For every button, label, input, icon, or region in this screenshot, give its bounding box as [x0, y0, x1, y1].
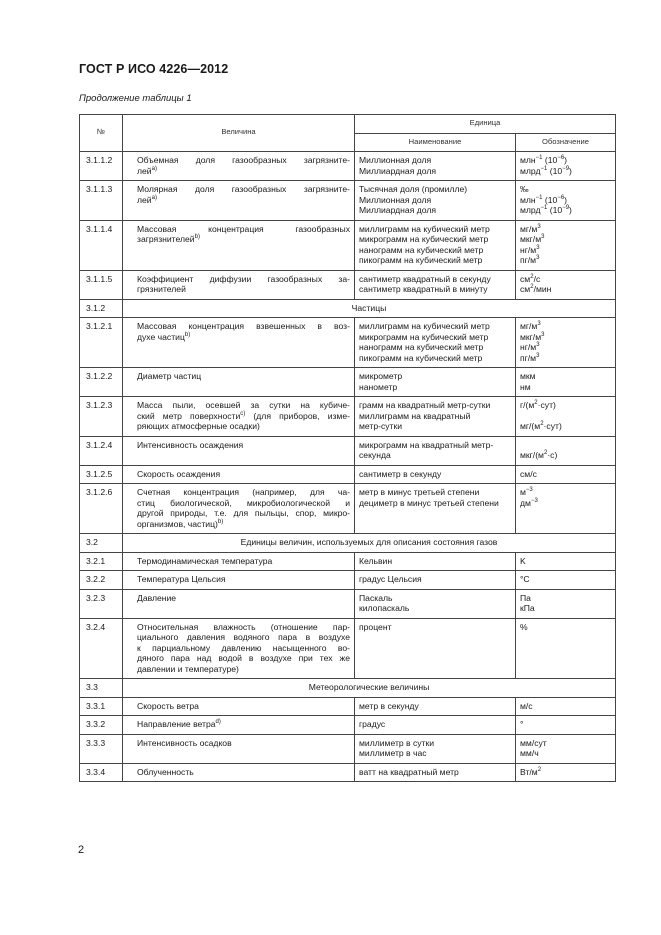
section-title: Единицы величин, используемых для описания состояния газов [123, 534, 616, 553]
unit-name: Паскаль [359, 592, 393, 603]
unit-symbol-cell [516, 571, 616, 590]
quantity-cell [123, 734, 355, 763]
unit-name: процент [359, 621, 392, 632]
unit-name: сантиметр квадратный в секунду [359, 273, 491, 284]
table-row [80, 368, 616, 397]
unit-symbol: кПа [520, 603, 535, 613]
quantity-text: загрязнителей$^{b)}$ [137, 234, 200, 244]
unit-symbol: $нг/м^3$ [520, 244, 540, 255]
unit-name: метр в секунду [359, 700, 419, 711]
unit-name: пикограмм на кубический метр [359, 352, 483, 363]
row-number: 3.1.2.5 [80, 465, 123, 484]
header-number: № [80, 115, 123, 152]
unit-name: ватт на квадратный метр [359, 766, 459, 777]
table-row [80, 436, 616, 465]
unit-symbol: мкг/$(м^2\cdot с)$ [520, 450, 558, 460]
unit-symbol: $мг/(м^2\cdot сут)$ [520, 421, 562, 431]
table-row [80, 318, 616, 368]
table-row [80, 181, 616, 221]
quantity-text: Скорость осаждения [137, 468, 221, 479]
unit-symbol: мкм [520, 371, 536, 381]
unit-symbol: мкг/$м^3$ [520, 331, 545, 342]
quantity-text: Скорость ветра [137, 700, 199, 711]
unit-name: пикограмм на кубический метр [359, 255, 483, 265]
quantity-cell [123, 618, 355, 679]
unit-name-cell [355, 571, 516, 590]
unit-name-cell [355, 152, 516, 181]
unit-symbol-cell [516, 763, 616, 782]
unit-symbol-cell [516, 270, 616, 299]
unit-symbol: % [520, 621, 528, 632]
table-row [80, 270, 616, 299]
unit-symbol: $нг/м^3$ [520, 342, 540, 352]
unit-name-cell [355, 465, 516, 484]
unit-name: микрометр [359, 371, 403, 381]
table-body [80, 152, 616, 782]
unit-name: градус Цельсия [359, 574, 422, 584]
unit-name-cell [355, 220, 516, 270]
unit-name: миллиметр в час [359, 748, 427, 758]
unit-name: секунда [359, 450, 391, 460]
row-number: 3.1.1.2 [80, 152, 123, 181]
table-row [80, 734, 616, 763]
unit-name: Кельвин [359, 555, 393, 566]
quantity-cell [123, 465, 355, 484]
unit-name-cell [355, 368, 516, 397]
quantity-cell [123, 152, 355, 181]
unit-symbol-cell [516, 697, 616, 716]
unit-symbol: $г/(м^2\cdot сут)$ [520, 400, 556, 410]
row-number: 3.3 [80, 679, 123, 698]
quantity-text: организмов, частиц)$^{b)}$ [137, 518, 224, 529]
quantity-cell [123, 716, 355, 735]
unit-name: микрограмм на квадратный метр- [359, 439, 494, 450]
page-number: 2 [78, 844, 85, 856]
quantity-text: Относительная влажность (отношение пар- [137, 621, 350, 632]
unit-symbol: млн$^{-1}$ $(10^{-6})$ [520, 155, 568, 165]
unit-symbol-cell [516, 318, 616, 368]
quantity-cell [123, 368, 355, 397]
quantity-text: Давление [137, 592, 177, 603]
unit-symbol: $см^2/с$ [520, 273, 541, 284]
quantity-text: Массовая концентрация газообразных [137, 223, 350, 234]
quantity-cell [123, 181, 355, 221]
row-number: 3.3.1 [80, 697, 123, 716]
quantity-text: Массовая концентрация взвешенных в воз- [137, 321, 350, 331]
row-number: 3.2.3 [80, 589, 123, 618]
quantity-cell [123, 763, 355, 782]
unit-name: грамм на квадратный метр-сутки [359, 400, 491, 410]
quantity-text: к парциальному давлению насыщенного во- [137, 642, 350, 653]
quantity-text: духе частиц$^{b)}$ [137, 331, 191, 342]
table-section-row [80, 534, 616, 553]
unit-symbol-cell [516, 589, 616, 618]
quantity-text: Направление ветра$^{d)}$ [137, 719, 221, 729]
table-row [80, 152, 616, 181]
quantity-text: Молярная доля газообразных загрязните- [137, 184, 350, 194]
unit-symbol-cell [516, 716, 616, 735]
quantity-text: Счетная концентрация (например, для ча- [137, 487, 350, 497]
unit-symbol-cell [516, 734, 616, 763]
unit-symbol: м/с [520, 700, 533, 711]
quantity-cell [123, 270, 355, 299]
unit-name: Миллионная доля [359, 194, 432, 205]
unit-name: метр-сутки [359, 421, 403, 431]
quantity-text: Температура Цельсия [137, 574, 226, 584]
row-number: 3.2 [80, 534, 123, 553]
header-unit-name: Наименование [355, 133, 516, 152]
unit-symbol: $пг/м^3$ [520, 352, 540, 363]
quantity-cell [123, 697, 355, 716]
row-number: 3.1.2.1 [80, 318, 123, 368]
quantity-cell [123, 397, 355, 437]
unit-symbol: ° [520, 719, 524, 729]
table-row [80, 484, 616, 534]
unit-symbol: $пг/м^3$ [520, 255, 540, 265]
unit-name: Миллионная доля [359, 155, 432, 165]
unit-symbol-cell [516, 436, 616, 465]
unit-symbol: млн$^{-1}$ $(10^{-6})$ [520, 194, 568, 205]
unit-name: нанометр [359, 381, 398, 392]
unit-name-cell [355, 484, 516, 534]
quantity-text: Коэффициент диффузии газообразных за- [137, 273, 350, 284]
header-unit: Единица [355, 115, 616, 134]
unit-symbol: Па [520, 592, 531, 603]
unit-name: метр в минус третьей степени [359, 487, 480, 497]
quantity-text: ряющих атмосферные осадки) [137, 421, 260, 431]
header-quantity: Величина [123, 115, 355, 152]
quantity-text: Интенсивность осадков [137, 737, 232, 748]
table-continuation-caption: Продолжение таблицы 1 [79, 93, 192, 104]
quantity-cell [123, 318, 355, 368]
unit-name-cell [355, 270, 516, 299]
unit-name: микрограмм на кубический метр [359, 331, 489, 342]
unit-symbol: нм [520, 381, 531, 392]
row-number: 3.1.2.2 [80, 368, 123, 397]
quantity-text: ский метр поверхности$^{c)}$ (для приборов, изме- [137, 410, 350, 421]
unit-symbol-cell [516, 152, 616, 181]
quantity-text: другой природы, т.е. для пыльцы, спор, микро- [137, 508, 350, 518]
quantity-text: Диаметр частиц [137, 371, 202, 381]
unit-name: нанограмм на кубический метр [359, 342, 484, 352]
quantity-text: давлении и температуре) [137, 663, 239, 674]
unit-symbol [520, 411, 611, 422]
unit-symbol: $Вт/м^2$ [520, 766, 542, 777]
section-title: Частицы [123, 299, 616, 318]
quantity-cell [123, 589, 355, 618]
unit-name: миллиграмм на квадратный [359, 410, 471, 421]
unit-name: миллиграмм на кубический метр [359, 223, 490, 234]
quantity-text: Объемная доля газообразных загрязните- [137, 155, 350, 165]
row-number: 3.3.2 [80, 716, 123, 735]
table-row [80, 552, 616, 571]
unit-symbol: $дм^{-3}$ [520, 497, 538, 508]
row-number: 3.1.2 [80, 299, 123, 318]
unit-name: Миллиардная доля [359, 165, 437, 176]
unit-name-cell [355, 397, 516, 437]
unit-name-cell [355, 552, 516, 571]
quantity-text: Интенсивность осаждения [137, 439, 244, 450]
unit-symbol: °C [520, 574, 530, 584]
unit-symbol: мкг/$м^3$ [520, 234, 545, 244]
unit-symbol-cell [516, 220, 616, 270]
unit-name: микрограмм на кубический метр [359, 234, 489, 244]
table-row [80, 716, 616, 735]
unit-name-cell [355, 589, 516, 618]
quantity-cell [123, 571, 355, 590]
row-number: 3.2.1 [80, 552, 123, 571]
unit-name: Тысячная доля (промилле) [359, 184, 468, 194]
quantity-text: стиц биологической, микробиологической и [137, 497, 350, 508]
document-title: ГОСТ Р ИСО 4226—2012 [79, 62, 229, 76]
row-number: 3.1.2.3 [80, 397, 123, 437]
table-row [80, 465, 616, 484]
unit-symbol: млрд$^{-1}$ $(10^{-9})$ [520, 205, 572, 215]
unit-symbol-cell [516, 484, 616, 534]
quantity-text: лей$^{a)}$ [137, 194, 157, 205]
unit-name-cell [355, 436, 516, 465]
table-row [80, 220, 616, 270]
row-number: 3.3.3 [80, 734, 123, 763]
row-number: 3.1.1.3 [80, 181, 123, 221]
table-row [80, 763, 616, 782]
quantity-text: Облученность [137, 766, 194, 777]
unit-name: сантиметр квадратный в минуту [359, 284, 488, 294]
row-number: 3.1.1.4 [80, 220, 123, 270]
unit-symbol-cell [516, 397, 616, 437]
unit-symbol: см/с [520, 468, 537, 479]
table-row [80, 571, 616, 590]
unit-symbol-cell [516, 552, 616, 571]
quantity-cell [123, 220, 355, 270]
unit-name-cell [355, 716, 516, 735]
unit-name-cell [355, 618, 516, 679]
unit-name-cell [355, 763, 516, 782]
row-number: 3.1.2.4 [80, 436, 123, 465]
quantity-text: Масса пыли, осевшей за сутки на кубиче- [137, 400, 350, 410]
units-table [79, 114, 616, 782]
row-number: 3.1.2.6 [80, 484, 123, 534]
quantity-text: грязнителей [137, 284, 186, 294]
quantity-text: циального давления водяного пара в воздухе [137, 632, 350, 642]
header-unit-symbol: Обозначение [516, 133, 616, 152]
unit-name: дециметр в минус третьей степени [359, 497, 499, 508]
quantity-cell [123, 436, 355, 465]
quantity-text: дяного пара над водой в воздухе при тех же [137, 653, 350, 663]
quantity-text: Термодинамическая температура [137, 555, 273, 566]
table-row [80, 589, 616, 618]
unit-name: килопаскаль [359, 603, 410, 613]
unit-symbol: $мг/м^3$ [520, 223, 541, 234]
row-number: 3.2.2 [80, 571, 123, 590]
unit-symbol: млрд$^{-1}$ $(10^{-9})$ [520, 165, 572, 176]
unit-symbol-cell [516, 181, 616, 221]
unit-symbol: ‰ [520, 184, 529, 194]
unit-name: градус [359, 719, 386, 729]
row-number: 3.2.4 [80, 618, 123, 679]
table-section-row [80, 299, 616, 318]
unit-symbol: мм/сут [520, 737, 547, 748]
row-number: 3.1.1.5 [80, 270, 123, 299]
unit-symbol-cell [516, 618, 616, 679]
unit-symbol: $мг/м^3$ [520, 321, 541, 331]
unit-symbol [520, 440, 611, 451]
table-row [80, 697, 616, 716]
unit-name-cell [355, 734, 516, 763]
table-row [80, 618, 616, 679]
unit-name: нанограмм на кубический метр [359, 244, 484, 255]
quantity-cell [123, 484, 355, 534]
unit-name-cell [355, 318, 516, 368]
unit-name: миллиметр в сутки [359, 737, 435, 748]
unit-symbol-cell [516, 465, 616, 484]
unit-symbol: мм/ч [520, 748, 539, 758]
unit-symbol: K [520, 555, 526, 566]
unit-symbol: $м^{-3}$ [520, 487, 533, 497]
unit-name-cell [355, 697, 516, 716]
table-row [80, 397, 616, 437]
quantity-cell [123, 552, 355, 571]
quantity-text: лей$^{a)}$ [137, 165, 157, 176]
unit-symbol-cell [516, 368, 616, 397]
unit-name: Миллиардная доля [359, 205, 437, 215]
table-section-row [80, 679, 616, 698]
section-title: Метеорологические величины [123, 679, 616, 698]
unit-name-cell [355, 181, 516, 221]
unit-name: миллиграмм на кубический метр [359, 321, 490, 331]
unit-name: сантиметр в секунду [359, 468, 442, 479]
unit-symbol: $см^2$/мин [520, 284, 552, 294]
row-number: 3.3.4 [80, 763, 123, 782]
